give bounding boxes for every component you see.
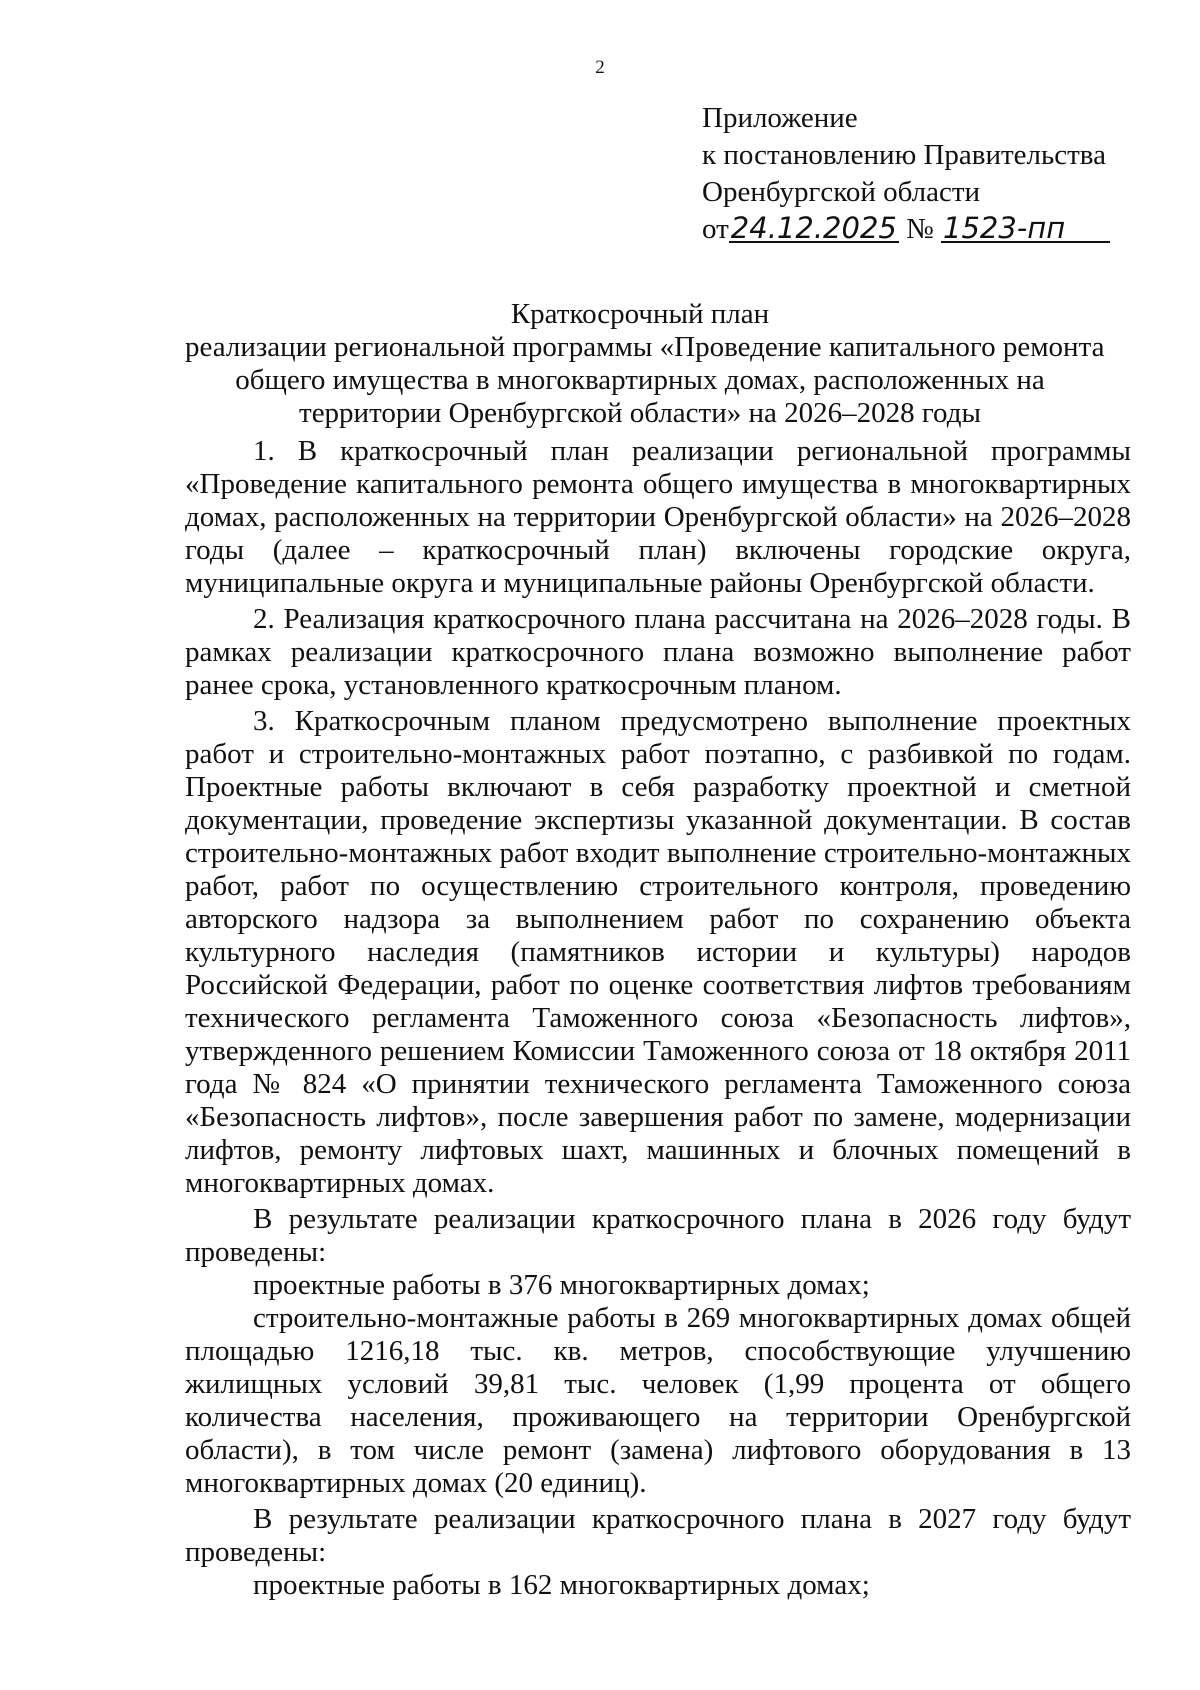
title-line-2: реализации региональной программы «Проведение капитального ремонта — [185, 331, 1105, 363]
handwritten-number: 1523-пп — [941, 215, 1110, 243]
appendix-region-line: Оренбургской области — [702, 176, 981, 208]
paragraph-results-2027: В результате реализации краткосрочного плана в 2027 году будут проведены: — [185, 1503, 1131, 1568]
appendix-header — [702, 100, 1110, 248]
appendix-resolution-line: к постановлению Правительства — [702, 139, 1106, 171]
paragraph-2: 2. Реализация краткосрочного плана рассчитана на 2026–2028 годы. В рамках реализации краткосрочного плана возможно выполнение работ ранее срока, установленного краткосрочным планом. — [185, 603, 1131, 701]
number-sign: № — [906, 213, 934, 245]
list-item-construction-2026: строительно-монтажные работы в 269 многоквартирных домах общей площадью 1216,18 тыс. кв. метров, способствующие улучшению жилищных условий 39,81 тыс. человек (1,99 процента от общего количества населения, проживающего на территории Оренбургской области), в том числе ремонт (замена) лифтового оборудования в 13 многоквартирных домах (20 единиц). — [185, 1302, 1131, 1499]
appendix-title: Приложение — [702, 102, 858, 134]
from-prefix: от — [702, 213, 729, 245]
document-title — [185, 298, 1105, 430]
paragraph-3: 3. Краткосрочным планом предусмотрено выполнение проектных работ и строительно-монтажных работ поэтапно, с разбивкой по годам. Проектные работы включают в себя разработку проектной и сметной документации, проведение экспертизы указанной документации. В состав строительно-монтажных работ входит выполнение строительно-монтажных работ, работ по осуществлению строительного контроля, проведению авторского надзора за выполнением работ по сохранению объекта культурного наследия (памятников истории и культуры) народов Российской Федерации, работ по оценке соответствия лифтов требованиям технического регламента Таможенного союза «Безопасность лифтов», утвержденного решением Комиссии Таможенного союза от 18 октября 2011 года № 824 «О принятии технического регламента Таможенного союза «Безопасность лифтов», после завершения работ по замене, модернизации лифтов, ремонту лифтовых шахт, машинных и блочных помещений в многоквартирных домах. — [185, 705, 1131, 1199]
title-line-4: территории Оренбургской области» на 2026–2028 годы — [299, 397, 981, 429]
list-item-design-2026: проектные работы в 376 многоквартирных домах; — [253, 1269, 870, 1301]
paragraph-results-2026: В результате реализации краткосрочного плана в 2026 году будут проведены: — [185, 1203, 1131, 1268]
document-body — [185, 435, 1131, 1602]
title-line-1: Краткосрочный план — [510, 298, 770, 330]
handwritten-date: 24.12.2025 — [730, 211, 897, 245]
appendix-date-number-line — [702, 211, 1110, 248]
paragraph-1: 1. В краткосрочный план реализации региональной программы «Проведение капитального ремонта общего имущества в многоквартирных домах, расположенных на территории Оренбургской области» на 2026–2028 годы (далее – краткосрочный план) включены городские округа, муниципальные округа и муниципальные районы Оренбургской области. — [185, 435, 1131, 599]
page-number: 2 — [595, 57, 605, 78]
list-item-design-2027: проектные работы в 162 многоквартирных домах; — [253, 1569, 870, 1601]
title-line-3: общего имущества в многоквартирных домах, расположенных на — [235, 364, 1045, 396]
